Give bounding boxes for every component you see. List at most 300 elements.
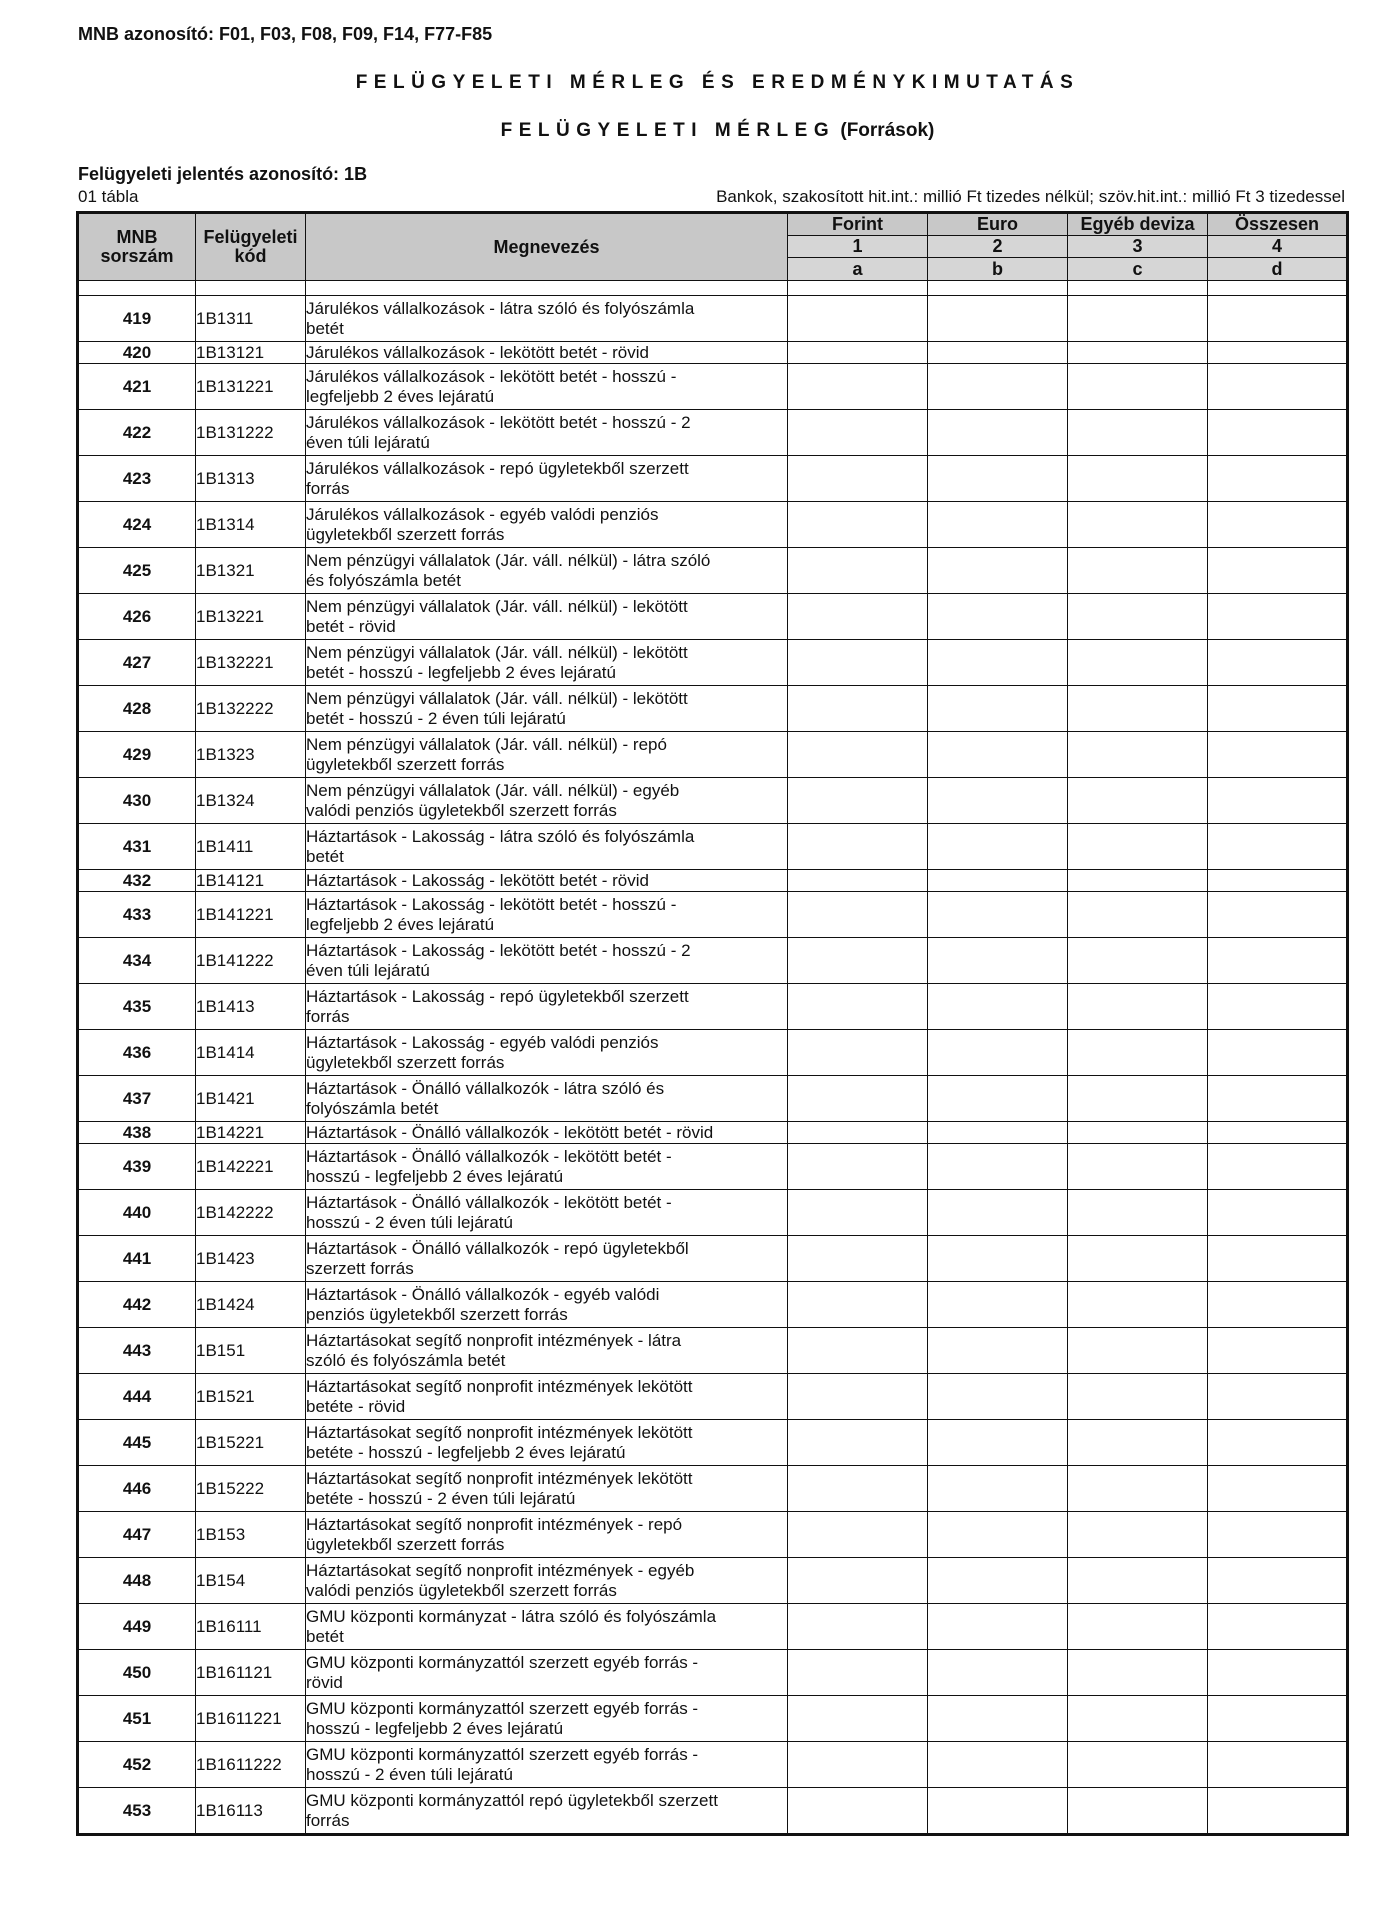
value-cell-forint[interactable] [788, 1420, 928, 1466]
value-cell-forint[interactable] [788, 892, 928, 938]
row-felugyeleti-kod: 1B1411 [196, 824, 306, 870]
row-felugyeleti-kod: 1B153 [196, 1512, 306, 1558]
value-cell-forint[interactable] [788, 1030, 928, 1076]
row-felugyeleti-kod: 1B13121 [196, 342, 306, 364]
row-megnevezes-line: folyószámla betét [306, 1098, 439, 1118]
value-cell-osszesen[interactable] [1208, 1374, 1348, 1420]
row-megnevezes [306, 892, 788, 938]
value-cell-euro[interactable] [928, 548, 1068, 594]
row-mnb-sorszam: 442 [78, 1282, 196, 1328]
row-megnevezes [306, 1466, 788, 1512]
row-megnevezes-line: Háztartások - Lakosság - repó ügyletekből szerzett [306, 986, 689, 1006]
value-cell-egyeb-deviza[interactable] [1068, 938, 1208, 984]
row-megnevezes [306, 364, 788, 410]
row-megnevezes-line: Nem pénzügyi vállalatok (Jár. váll. nélkül) - lekötött [306, 688, 688, 708]
value-cell-forint[interactable] [788, 410, 928, 456]
value-cell-egyeb-deviza[interactable] [1068, 640, 1208, 686]
row-mnb-sorszam: 437 [78, 1076, 196, 1122]
value-cell-euro[interactable] [928, 1236, 1068, 1282]
value-cell-forint[interactable] [788, 1512, 928, 1558]
row-mnb-sorszam: 421 [78, 364, 196, 410]
row-felugyeleti-kod: 1B16113 [196, 1788, 306, 1835]
value-cell-euro[interactable] [928, 938, 1068, 984]
value-cell-euro[interactable] [928, 502, 1068, 548]
value-cell-egyeb-deviza[interactable] [1068, 732, 1208, 778]
value-cell-euro[interactable] [928, 778, 1068, 824]
value-cell-euro[interactable] [928, 456, 1068, 502]
value-cell-osszesen[interactable] [1208, 778, 1348, 824]
row-felugyeleti-kod: 1B1611222 [196, 1742, 306, 1788]
row-megnevezes-line: Háztartások - Lakosság - látra szóló és folyószámla [306, 826, 695, 846]
value-cell-euro[interactable] [928, 1420, 1068, 1466]
value-cell-egyeb-deviza[interactable] [1068, 1512, 1208, 1558]
table-row [78, 640, 1348, 686]
row-mnb-sorszam: 426 [78, 594, 196, 640]
value-cell-forint[interactable] [788, 342, 928, 364]
row-megnevezes-line: betét - hosszú - 2 éven túli lejáratú [306, 708, 566, 728]
row-mnb-sorszam: 430 [78, 778, 196, 824]
col-header-megnevezes: Megnevezés [306, 213, 788, 281]
value-cell-osszesen[interactable] [1208, 1696, 1348, 1742]
value-cell-euro[interactable] [928, 1144, 1068, 1190]
row-megnevezes-line: Nem pénzügyi vállalatok (Jár. váll. nélkül) - látra szóló [306, 550, 711, 570]
table-number: 01 tábla [78, 187, 139, 206]
value-cell-osszesen[interactable] [1208, 342, 1348, 364]
row-felugyeleti-kod: 1B142221 [196, 1144, 306, 1190]
value-cell-egyeb-deviza[interactable] [1068, 1190, 1208, 1236]
row-felugyeleti-kod: 1B151 [196, 1328, 306, 1374]
row-megnevezes-line: legfeljebb 2 éves lejáratú [306, 386, 495, 406]
value-cell-osszesen[interactable] [1208, 1144, 1348, 1190]
table-row [78, 938, 1348, 984]
table-row [78, 778, 1348, 824]
table-row [78, 1420, 1348, 1466]
value-cell-egyeb-deviza[interactable] [1068, 456, 1208, 502]
value-cell-forint[interactable] [788, 1696, 928, 1742]
col-letter: b [928, 258, 1068, 281]
value-cell-euro[interactable] [928, 594, 1068, 640]
row-megnevezes-line: éven túli lejáratú [306, 960, 430, 980]
row-mnb-sorszam: 443 [78, 1328, 196, 1374]
row-megnevezes-line: betét [306, 846, 344, 866]
row-megnevezes-line: Járulékos vállalkozások - lekötött betét - rövid [306, 342, 649, 362]
table-row [78, 892, 1348, 938]
row-megnevezes-line: Háztartások - Önálló vállalkozók - lekötött betét - rövid [306, 1122, 714, 1142]
table-row [78, 1374, 1348, 1420]
row-felugyeleti-kod: 1B131221 [196, 364, 306, 410]
value-cell-osszesen[interactable] [1208, 824, 1348, 870]
value-cell-forint[interactable] [788, 594, 928, 640]
value-cell-euro[interactable] [928, 296, 1068, 342]
value-cell-forint[interactable] [788, 640, 928, 686]
value-cell-egyeb-deviza[interactable] [1068, 892, 1208, 938]
value-cell-osszesen[interactable] [1208, 892, 1348, 938]
value-cell-osszesen[interactable] [1208, 640, 1348, 686]
row-megnevezes-line: Háztartások - Önálló vállalkozók - egyéb valódi [306, 1284, 660, 1304]
value-cell-egyeb-deviza[interactable] [1068, 984, 1208, 1030]
value-cell-forint[interactable] [788, 984, 928, 1030]
value-cell-forint[interactable] [788, 1788, 928, 1835]
value-cell-egyeb-deviza[interactable] [1068, 296, 1208, 342]
row-megnevezes-line: és folyószámla betét [306, 570, 461, 590]
row-megnevezes-line: betét - rövid [306, 616, 396, 636]
value-cell-forint[interactable] [788, 1374, 928, 1420]
row-megnevezes-line: Háztartások - Lakosság - lekötött betét - hosszú - 2 [306, 940, 691, 960]
value-cell-egyeb-deviza[interactable] [1068, 1328, 1208, 1374]
value-cell-osszesen[interactable] [1208, 938, 1348, 984]
table-row [78, 1076, 1348, 1122]
value-cell-forint[interactable] [788, 824, 928, 870]
value-cell-egyeb-deviza[interactable] [1068, 1604, 1208, 1650]
row-felugyeleti-kod: 1B1413 [196, 984, 306, 1030]
value-cell-euro[interactable] [928, 1788, 1068, 1835]
value-cell-euro[interactable] [928, 1466, 1068, 1512]
value-cell-euro[interactable] [928, 1030, 1068, 1076]
value-cell-forint[interactable] [788, 1604, 928, 1650]
value-cell-forint[interactable] [788, 364, 928, 410]
row-megnevezes [306, 1076, 788, 1122]
value-cell-forint[interactable] [788, 1558, 928, 1604]
value-cell-euro[interactable] [928, 1076, 1068, 1122]
col-number: 3 [1068, 236, 1208, 258]
col-letter: c [1068, 258, 1208, 281]
value-cell-egyeb-deviza[interactable] [1068, 1558, 1208, 1604]
value-cell-osszesen[interactable] [1208, 1328, 1348, 1374]
row-felugyeleti-kod: 1B141221 [196, 892, 306, 938]
value-cell-egyeb-deviza[interactable] [1068, 1076, 1208, 1122]
table-row [78, 1512, 1348, 1558]
value-cell-egyeb-deviza[interactable] [1068, 1420, 1208, 1466]
value-cell-osszesen[interactable] [1208, 296, 1348, 342]
value-cell-egyeb-deviza[interactable] [1068, 342, 1208, 364]
unit-note: Bankok, szakosított hit.int.: millió Ft tizedes nélkül; szöv.hit.int.: millió Ft 3 tizedessel [716, 187, 1345, 206]
table-row [78, 1328, 1348, 1374]
value-cell-osszesen[interactable] [1208, 1604, 1348, 1650]
value-cell-euro[interactable] [928, 640, 1068, 686]
row-mnb-sorszam: 444 [78, 1374, 196, 1420]
value-cell-euro[interactable] [928, 732, 1068, 778]
row-megnevezes-line: forrás [306, 478, 350, 498]
row-megnevezes [306, 1190, 788, 1236]
row-megnevezes-line: forrás [306, 1006, 350, 1026]
value-cell-egyeb-deviza[interactable] [1068, 1788, 1208, 1835]
value-cell-forint[interactable] [788, 938, 928, 984]
row-mnb-sorszam: 438 [78, 1122, 196, 1144]
value-cell-egyeb-deviza[interactable] [1068, 870, 1208, 892]
value-cell-egyeb-deviza[interactable] [1068, 824, 1208, 870]
value-cell-euro[interactable] [928, 1122, 1068, 1144]
value-cell-egyeb-deviza[interactable] [1068, 778, 1208, 824]
row-mnb-sorszam: 449 [78, 1604, 196, 1650]
table-row [78, 502, 1348, 548]
value-cell-egyeb-deviza[interactable] [1068, 1650, 1208, 1696]
row-megnevezes [306, 1328, 788, 1374]
row-megnevezes-line: hosszú - 2 éven túli lejáratú [306, 1212, 513, 1232]
row-megnevezes-line: hosszú - legfeljebb 2 éves lejáratú [306, 1718, 564, 1738]
row-megnevezes-line: Járulékos vállalkozások - repó ügyletekből szerzett [306, 458, 689, 478]
row-megnevezes [306, 824, 788, 870]
row-mnb-sorszam: 436 [78, 1030, 196, 1076]
value-cell-euro[interactable] [928, 1282, 1068, 1328]
value-cell-egyeb-deviza[interactable] [1068, 364, 1208, 410]
value-cell-forint[interactable] [788, 686, 928, 732]
value-cell-forint[interactable] [788, 456, 928, 502]
row-felugyeleti-kod: 1B142222 [196, 1190, 306, 1236]
table-row [78, 594, 1348, 640]
row-megnevezes-line: Háztartások - Önálló vállalkozók - látra szóló és [306, 1078, 665, 1098]
value-cell-forint[interactable] [788, 1236, 928, 1282]
row-megnevezes-line: GMU központi kormányzattól szerzett egyéb forrás - [306, 1698, 699, 1718]
row-felugyeleti-kod: 1B15222 [196, 1466, 306, 1512]
table-row [78, 1282, 1348, 1328]
row-megnevezes [306, 1122, 788, 1144]
table-row [78, 1742, 1348, 1788]
value-cell-forint[interactable] [788, 502, 928, 548]
value-cell-euro[interactable] [928, 984, 1068, 1030]
row-felugyeleti-kod: 1B1414 [196, 1030, 306, 1076]
value-cell-osszesen[interactable] [1208, 410, 1348, 456]
value-cell-egyeb-deviza[interactable] [1068, 686, 1208, 732]
value-cell-euro[interactable] [928, 1374, 1068, 1420]
row-felugyeleti-kod: 1B161121 [196, 1650, 306, 1696]
value-cell-euro[interactable] [928, 1604, 1068, 1650]
value-cell-osszesen[interactable] [1208, 364, 1348, 410]
value-cell-osszesen[interactable] [1208, 1236, 1348, 1282]
row-megnevezes-line: Nem pénzügyi vállalatok (Jár. váll. nélkül) - egyéb [306, 780, 680, 800]
value-cell-osszesen[interactable] [1208, 1788, 1348, 1835]
row-mnb-sorszam: 434 [78, 938, 196, 984]
row-felugyeleti-kod: 1B16111 [196, 1604, 306, 1650]
row-mnb-sorszam: 453 [78, 1788, 196, 1835]
value-cell-forint[interactable] [788, 1742, 928, 1788]
value-cell-osszesen[interactable] [1208, 502, 1348, 548]
row-megnevezes-line: Nem pénzügyi vállalatok (Jár. váll. nélkül) - lekötött [306, 642, 688, 662]
value-cell-euro[interactable] [928, 342, 1068, 364]
row-megnevezes [306, 1696, 788, 1742]
value-cell-euro[interactable] [928, 686, 1068, 732]
value-cell-osszesen[interactable] [1208, 1558, 1348, 1604]
row-megnevezes-line: GMU központi kormányzattól repó ügyletekből szerzett [306, 1790, 718, 1810]
value-cell-euro[interactable] [928, 1558, 1068, 1604]
value-cell-forint[interactable] [788, 1076, 928, 1122]
row-felugyeleti-kod: 1B15221 [196, 1420, 306, 1466]
value-cell-forint[interactable] [788, 296, 928, 342]
row-megnevezes-line: Háztartások - Önálló vállalkozók - lekötött betét - [306, 1192, 672, 1212]
table-row [78, 1604, 1348, 1650]
value-cell-osszesen[interactable] [1208, 456, 1348, 502]
value-cell-osszesen[interactable] [1208, 1190, 1348, 1236]
row-megnevezes-line: ügyletekből szerzett forrás [306, 1052, 505, 1072]
row-megnevezes-line: hosszú - legfeljebb 2 éves lejáratú [306, 1166, 564, 1186]
value-cell-euro[interactable] [928, 1512, 1068, 1558]
row-megnevezes-line: Járulékos vállalkozások - lekötött betét - hosszú - [306, 366, 677, 386]
value-cell-osszesen[interactable] [1208, 1512, 1348, 1558]
row-megnevezes-line: valódi penziós ügyletekből szerzett forrás [306, 800, 617, 820]
row-megnevezes [306, 1030, 788, 1076]
value-cell-osszesen[interactable] [1208, 1122, 1348, 1144]
row-megnevezes-line: Háztartásokat segítő nonprofit intézmények lekötött [306, 1376, 693, 1396]
row-felugyeleti-kod: 1B1323 [196, 732, 306, 778]
header-spacer-row [78, 281, 1348, 296]
value-cell-euro[interactable] [928, 1696, 1068, 1742]
value-cell-euro[interactable] [928, 824, 1068, 870]
row-mnb-sorszam: 422 [78, 410, 196, 456]
value-cell-osszesen[interactable] [1208, 1282, 1348, 1328]
row-felugyeleti-kod: 1B1314 [196, 502, 306, 548]
value-cell-osszesen[interactable] [1208, 732, 1348, 778]
value-cell-osszesen[interactable] [1208, 594, 1348, 640]
value-cell-egyeb-deviza[interactable] [1068, 1122, 1208, 1144]
row-megnevezes-line: ügyletekből szerzett forrás [306, 1534, 505, 1554]
value-cell-egyeb-deviza[interactable] [1068, 1466, 1208, 1512]
value-cell-euro[interactable] [928, 1328, 1068, 1374]
value-cell-egyeb-deviza[interactable] [1068, 1282, 1208, 1328]
value-cell-euro[interactable] [928, 870, 1068, 892]
table-row [78, 548, 1348, 594]
row-megnevezes [306, 1788, 788, 1835]
value-cell-osszesen[interactable] [1208, 1742, 1348, 1788]
col-header-osszesen: Összesen [1208, 213, 1348, 236]
value-cell-osszesen[interactable] [1208, 1076, 1348, 1122]
table-row [78, 296, 1348, 342]
value-cell-forint[interactable] [788, 778, 928, 824]
row-megnevezes [306, 296, 788, 342]
row-megnevezes [306, 686, 788, 732]
value-cell-egyeb-deviza[interactable] [1068, 410, 1208, 456]
row-megnevezes-line: Háztartásokat segítő nonprofit intézmények - látra [306, 1330, 682, 1350]
row-mnb-sorszam: 445 [78, 1420, 196, 1466]
row-megnevezes [306, 1742, 788, 1788]
value-cell-forint[interactable] [788, 732, 928, 778]
value-cell-forint[interactable] [788, 1122, 928, 1144]
row-felugyeleti-kod: 1B141222 [196, 938, 306, 984]
value-cell-osszesen[interactable] [1208, 1466, 1348, 1512]
row-megnevezes-line: betét [306, 1626, 344, 1646]
row-mnb-sorszam: 425 [78, 548, 196, 594]
row-megnevezes [306, 1558, 788, 1604]
row-megnevezes-line: ügyletekből szerzett forrás [306, 524, 505, 544]
report-identifier: Felügyeleti jelentés azonosító: 1B [78, 164, 368, 184]
row-megnevezes [306, 1420, 788, 1466]
table-row [78, 1466, 1348, 1512]
value-cell-forint[interactable] [788, 1282, 928, 1328]
value-cell-forint[interactable] [788, 1466, 928, 1512]
row-megnevezes [306, 594, 788, 640]
table-row [78, 1558, 1348, 1604]
value-cell-egyeb-deviza[interactable] [1068, 594, 1208, 640]
value-cell-egyeb-deviza[interactable] [1068, 502, 1208, 548]
row-mnb-sorszam: 452 [78, 1742, 196, 1788]
row-mnb-sorszam: 429 [78, 732, 196, 778]
row-megnevezes-line: Háztartásokat segítő nonprofit intézmények - repó [306, 1514, 683, 1534]
value-cell-egyeb-deviza[interactable] [1068, 1030, 1208, 1076]
page-title: FELÜGYELETI MÉRLEG ÉS EREDMÉNYKIMUTATÁS [355, 72, 1080, 93]
col-header-forint: Forint [788, 213, 928, 236]
row-mnb-sorszam: 441 [78, 1236, 196, 1282]
row-megnevezes [306, 870, 788, 892]
value-cell-forint[interactable] [788, 548, 928, 594]
value-cell-osszesen[interactable] [1208, 1650, 1348, 1696]
row-megnevezes-line: szerzett forrás [306, 1258, 414, 1278]
row-megnevezes [306, 938, 788, 984]
row-felugyeleti-kod: 1B1324 [196, 778, 306, 824]
table-row [78, 1144, 1348, 1190]
row-megnevezes-line: Háztartások - Önálló vállalkozók - repó ügyletekből [306, 1238, 689, 1258]
row-megnevezes [306, 640, 788, 686]
row-megnevezes [306, 456, 788, 502]
row-megnevezes-line: GMU központi kormányzattól szerzett egyéb forrás - [306, 1744, 699, 1764]
value-cell-egyeb-deviza[interactable] [1068, 1742, 1208, 1788]
value-cell-euro[interactable] [928, 892, 1068, 938]
row-felugyeleti-kod: 1B1423 [196, 1236, 306, 1282]
value-cell-egyeb-deviza[interactable] [1068, 548, 1208, 594]
value-cell-forint[interactable] [788, 1650, 928, 1696]
value-cell-osszesen[interactable] [1208, 870, 1348, 892]
row-felugyeleti-kod: 1B132222 [196, 686, 306, 732]
row-megnevezes [306, 1236, 788, 1282]
table-row [78, 1650, 1348, 1696]
row-megnevezes [306, 732, 788, 778]
row-mnb-sorszam: 440 [78, 1190, 196, 1236]
row-megnevezes [306, 410, 788, 456]
row-felugyeleti-kod: 1B13221 [196, 594, 306, 640]
value-cell-osszesen[interactable] [1208, 686, 1348, 732]
table-row [78, 410, 1348, 456]
value-cell-egyeb-deviza[interactable] [1068, 1696, 1208, 1742]
value-cell-euro[interactable] [928, 364, 1068, 410]
row-mnb-sorszam: 433 [78, 892, 196, 938]
row-mnb-sorszam: 432 [78, 870, 196, 892]
table-row [78, 1122, 1348, 1144]
row-mnb-sorszam: 424 [78, 502, 196, 548]
row-felugyeleti-kod: 1B1313 [196, 456, 306, 502]
value-cell-forint[interactable] [788, 1144, 928, 1190]
row-megnevezes-line: rövid [306, 1672, 343, 1692]
value-cell-euro[interactable] [928, 1650, 1068, 1696]
row-felugyeleti-kod: 1B1521 [196, 1374, 306, 1420]
row-megnevezes-line: Háztartások - Lakosság - lekötött betét - rövid [306, 870, 649, 890]
value-cell-osszesen[interactable] [1208, 1030, 1348, 1076]
row-megnevezes [306, 984, 788, 1030]
value-cell-osszesen[interactable] [1208, 984, 1348, 1030]
row-megnevezes [306, 1512, 788, 1558]
row-megnevezes-line: Háztartásokat segítő nonprofit intézmények lekötött [306, 1422, 693, 1442]
value-cell-euro[interactable] [928, 1190, 1068, 1236]
row-mnb-sorszam: 435 [78, 984, 196, 1030]
value-cell-osszesen[interactable] [1208, 1420, 1348, 1466]
value-cell-egyeb-deviza[interactable] [1068, 1374, 1208, 1420]
value-cell-forint[interactable] [788, 870, 928, 892]
row-felugyeleti-kod: 1B14221 [196, 1122, 306, 1144]
row-megnevezes-line: betéte - hosszú - 2 éven túli lejáratú [306, 1488, 576, 1508]
table-row [78, 824, 1348, 870]
value-cell-forint[interactable] [788, 1190, 928, 1236]
row-megnevezes [306, 1144, 788, 1190]
row-felugyeleti-kod: 1B14121 [196, 870, 306, 892]
value-cell-euro[interactable] [928, 410, 1068, 456]
value-cell-forint[interactable] [788, 1328, 928, 1374]
row-mnb-sorszam: 447 [78, 1512, 196, 1558]
row-megnevezes-line: Háztartások - Lakosság - lekötött betét - hosszú - [306, 894, 677, 914]
row-felugyeleti-kod: 1B132221 [196, 640, 306, 686]
row-megnevezes-line: GMU központi kormányzattól szerzett egyéb forrás - [306, 1652, 699, 1672]
value-cell-egyeb-deviza[interactable] [1068, 1236, 1208, 1282]
value-cell-euro[interactable] [928, 1742, 1068, 1788]
value-cell-osszesen[interactable] [1208, 548, 1348, 594]
row-mnb-sorszam: 446 [78, 1466, 196, 1512]
row-mnb-sorszam: 420 [78, 342, 196, 364]
value-cell-egyeb-deviza[interactable] [1068, 1144, 1208, 1190]
